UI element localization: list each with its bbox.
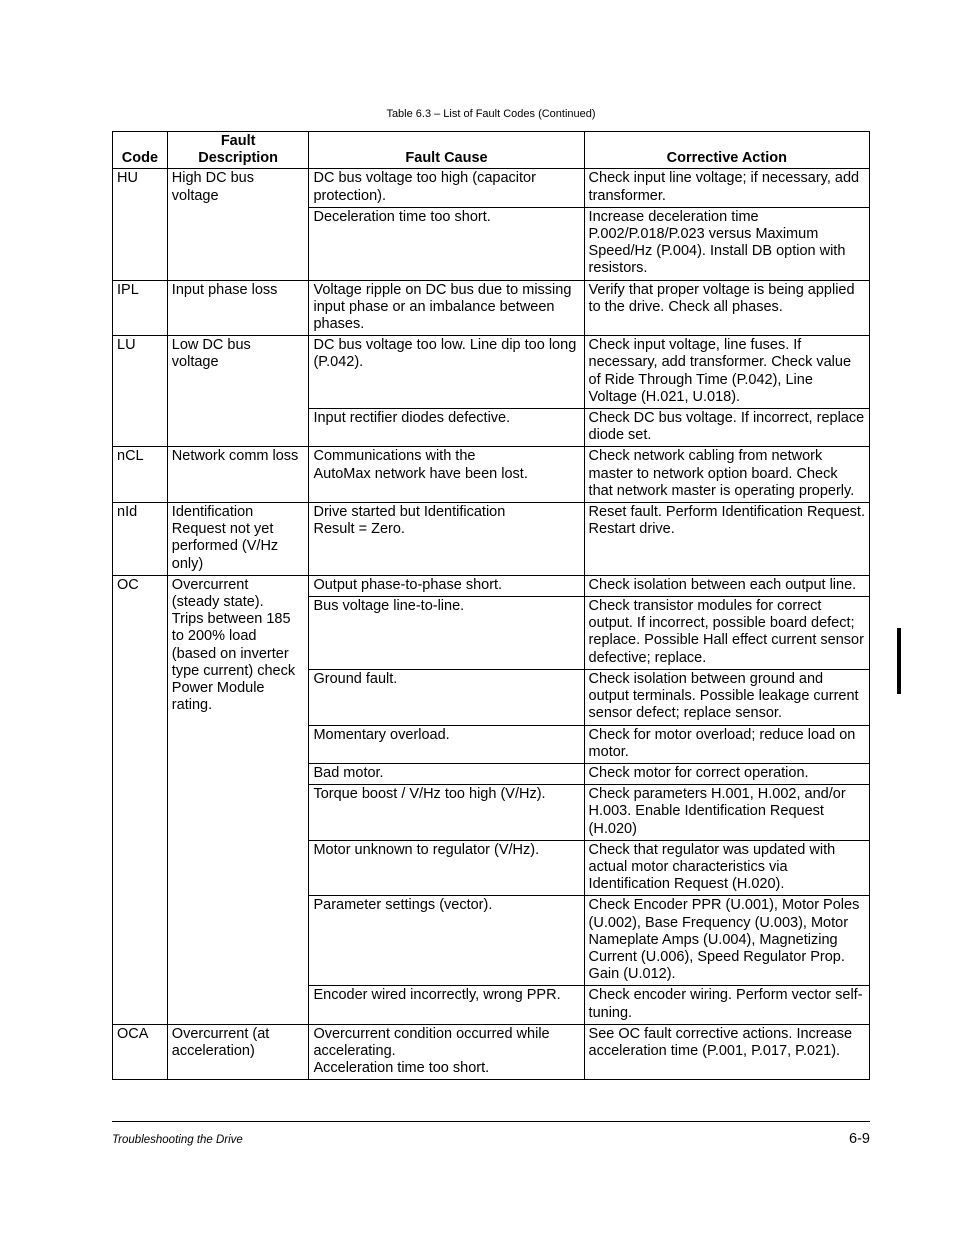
corrective-action-cell: Check isolation between each output line. — [584, 575, 869, 596]
fault-cause-cell: DC bus voltage too low. Line dip too long (P.042). — [309, 336, 584, 409]
page-number: 6-9 — [849, 1131, 870, 1147]
fault-cause-cell: Output phase-to-phase short. — [309, 575, 584, 596]
header-code: Code — [113, 132, 168, 169]
corrective-action-cell: Check isolation between ground and output terminals. Possible leakage current sensor defect; replace sensor. — [584, 669, 869, 725]
fault-cause-cell: Communications with the AutoMax network have been lost. — [309, 447, 584, 503]
corrective-action-cell: Verify that proper voltage is being applied to the drive. Check all phases. — [584, 280, 869, 336]
footer-section-title: Troubleshooting the Drive — [112, 1134, 243, 1146]
corrective-action-cell: Increase deceleration time P.002/P.018/P.023 versus Maximum Speed/Hz (P.004). Install DB option with resistors. — [584, 207, 869, 280]
fault-cause-cell: Motor unknown to regulator (V/Hz). — [309, 840, 584, 896]
fault-cause-cell: Encoder wired incorrectly, wrong PPR. — [309, 986, 584, 1024]
corrective-action-cell: Check input line voltage; if necessary, add transformer. — [584, 169, 869, 207]
header-fault-cause: Fault Cause — [309, 132, 584, 169]
corrective-action-cell: Check that regulator was updated with actual motor characteristics via Identification Request (H.020). — [584, 840, 869, 896]
fault-description-cell: Network comm loss — [167, 447, 309, 503]
fault-cause-cell: Input rectifier diodes defective. — [309, 409, 584, 447]
corrective-action-cell: Check DC bus voltage. If incorrect, replace diode set. — [584, 409, 869, 447]
fault-description-cell: Low DC bus voltage — [167, 336, 309, 447]
table-row — [113, 1024, 870, 1080]
table-row — [113, 575, 870, 596]
corrective-action-cell: Check parameters H.001, H.002, and/or H.003. Enable Identification Request (H.020) — [584, 785, 869, 841]
fault-description-cell: Input phase loss — [167, 280, 309, 336]
fault-description-cell: Overcurrent (steady state). Trips between 185 to 200% load (based on inverter type current) check Power Module rating. — [167, 575, 309, 1024]
fault-cause-cell: Bus voltage line-to-line. — [309, 597, 584, 670]
header-corrective-action: Corrective Action — [584, 132, 869, 169]
corrective-action-cell: Check input voltage, line fuses. If necessary, add transformer. Check value of Ride Through Time (P.042), Line Voltage (H.021, U.018). — [584, 336, 869, 409]
fault-cause-cell: Deceleration time too short. — [309, 207, 584, 280]
corrective-action-cell: Check encoder wiring. Perform vector self-tuning. — [584, 986, 869, 1024]
fault-description-cell: Identification Request not yet performed (V/Hz only) — [167, 503, 309, 576]
table-row — [113, 503, 870, 576]
corrective-action-cell: Check for motor overload; reduce load on motor. — [584, 725, 869, 763]
fault-cause-cell: Drive started but Identification Result = Zero. — [309, 503, 584, 576]
fault-code-cell: OCA — [113, 1024, 168, 1080]
fault-cause-cell: Torque boost / V/Hz too high (V/Hz). — [309, 785, 584, 841]
fault-cause-cell: Parameter settings (vector). — [309, 896, 584, 986]
fault-code-cell: OC — [113, 575, 168, 1024]
fault-code-cell: HU — [113, 169, 168, 280]
corrective-action-cell: See OC fault corrective actions. Increase acceleration time (P.001, P.017, P.021). — [584, 1024, 869, 1080]
header-fault-description: Fault Description — [167, 132, 309, 169]
fault-codes-table — [112, 131, 870, 1080]
table-row — [113, 447, 870, 503]
footer-divider — [112, 1121, 870, 1122]
table-header-row — [113, 132, 870, 169]
table-row — [113, 169, 870, 207]
fault-cause-cell: DC bus voltage too high (capacitor protection). — [309, 169, 584, 207]
corrective-action-cell: Check Encoder PPR (U.001), Motor Poles (U.002), Base Frequency (U.003), Motor Nameplate Amps (U.004), Magnetizing Current (U.006), Speed Regulator Prop. Gain (U.012). — [584, 896, 869, 986]
table-caption: Table 6.3 – List of Fault Codes (Continued) — [386, 108, 596, 120]
table-row — [113, 280, 870, 336]
fault-code-cell: nId — [113, 503, 168, 576]
fault-code-cell: IPL — [113, 280, 168, 336]
fault-code-cell: LU — [113, 336, 168, 447]
corrective-action-cell: Check motor for correct operation. — [584, 763, 869, 784]
corrective-action-cell: Reset fault. Perform Identification Request. Restart drive. — [584, 503, 869, 576]
fault-description-cell: High DC bus voltage — [167, 169, 309, 280]
fault-code-cell: nCL — [113, 447, 168, 503]
fault-description-cell: Overcurrent (at acceleration) — [167, 1024, 309, 1080]
corrective-action-cell: Check network cabling from network master to network option board. Check that network master is operating properly. — [584, 447, 869, 503]
fault-cause-cell: Ground fault. — [309, 669, 584, 725]
fault-cause-cell: Momentary overload. — [309, 725, 584, 763]
fault-cause-cell: Bad motor. — [309, 763, 584, 784]
fault-cause-cell: Voltage ripple on DC bus due to missing input phase or an imbalance between phases. — [309, 280, 584, 336]
revision-change-bar — [897, 628, 901, 694]
fault-cause-cell: Overcurrent condition occurred while accelerating. Acceleration time too short. — [309, 1024, 584, 1080]
corrective-action-cell: Check transistor modules for correct output. If incorrect, possible board defect; replace. Possible Hall effect current sensor defective; replace. — [584, 597, 869, 670]
table-row — [113, 336, 870, 409]
